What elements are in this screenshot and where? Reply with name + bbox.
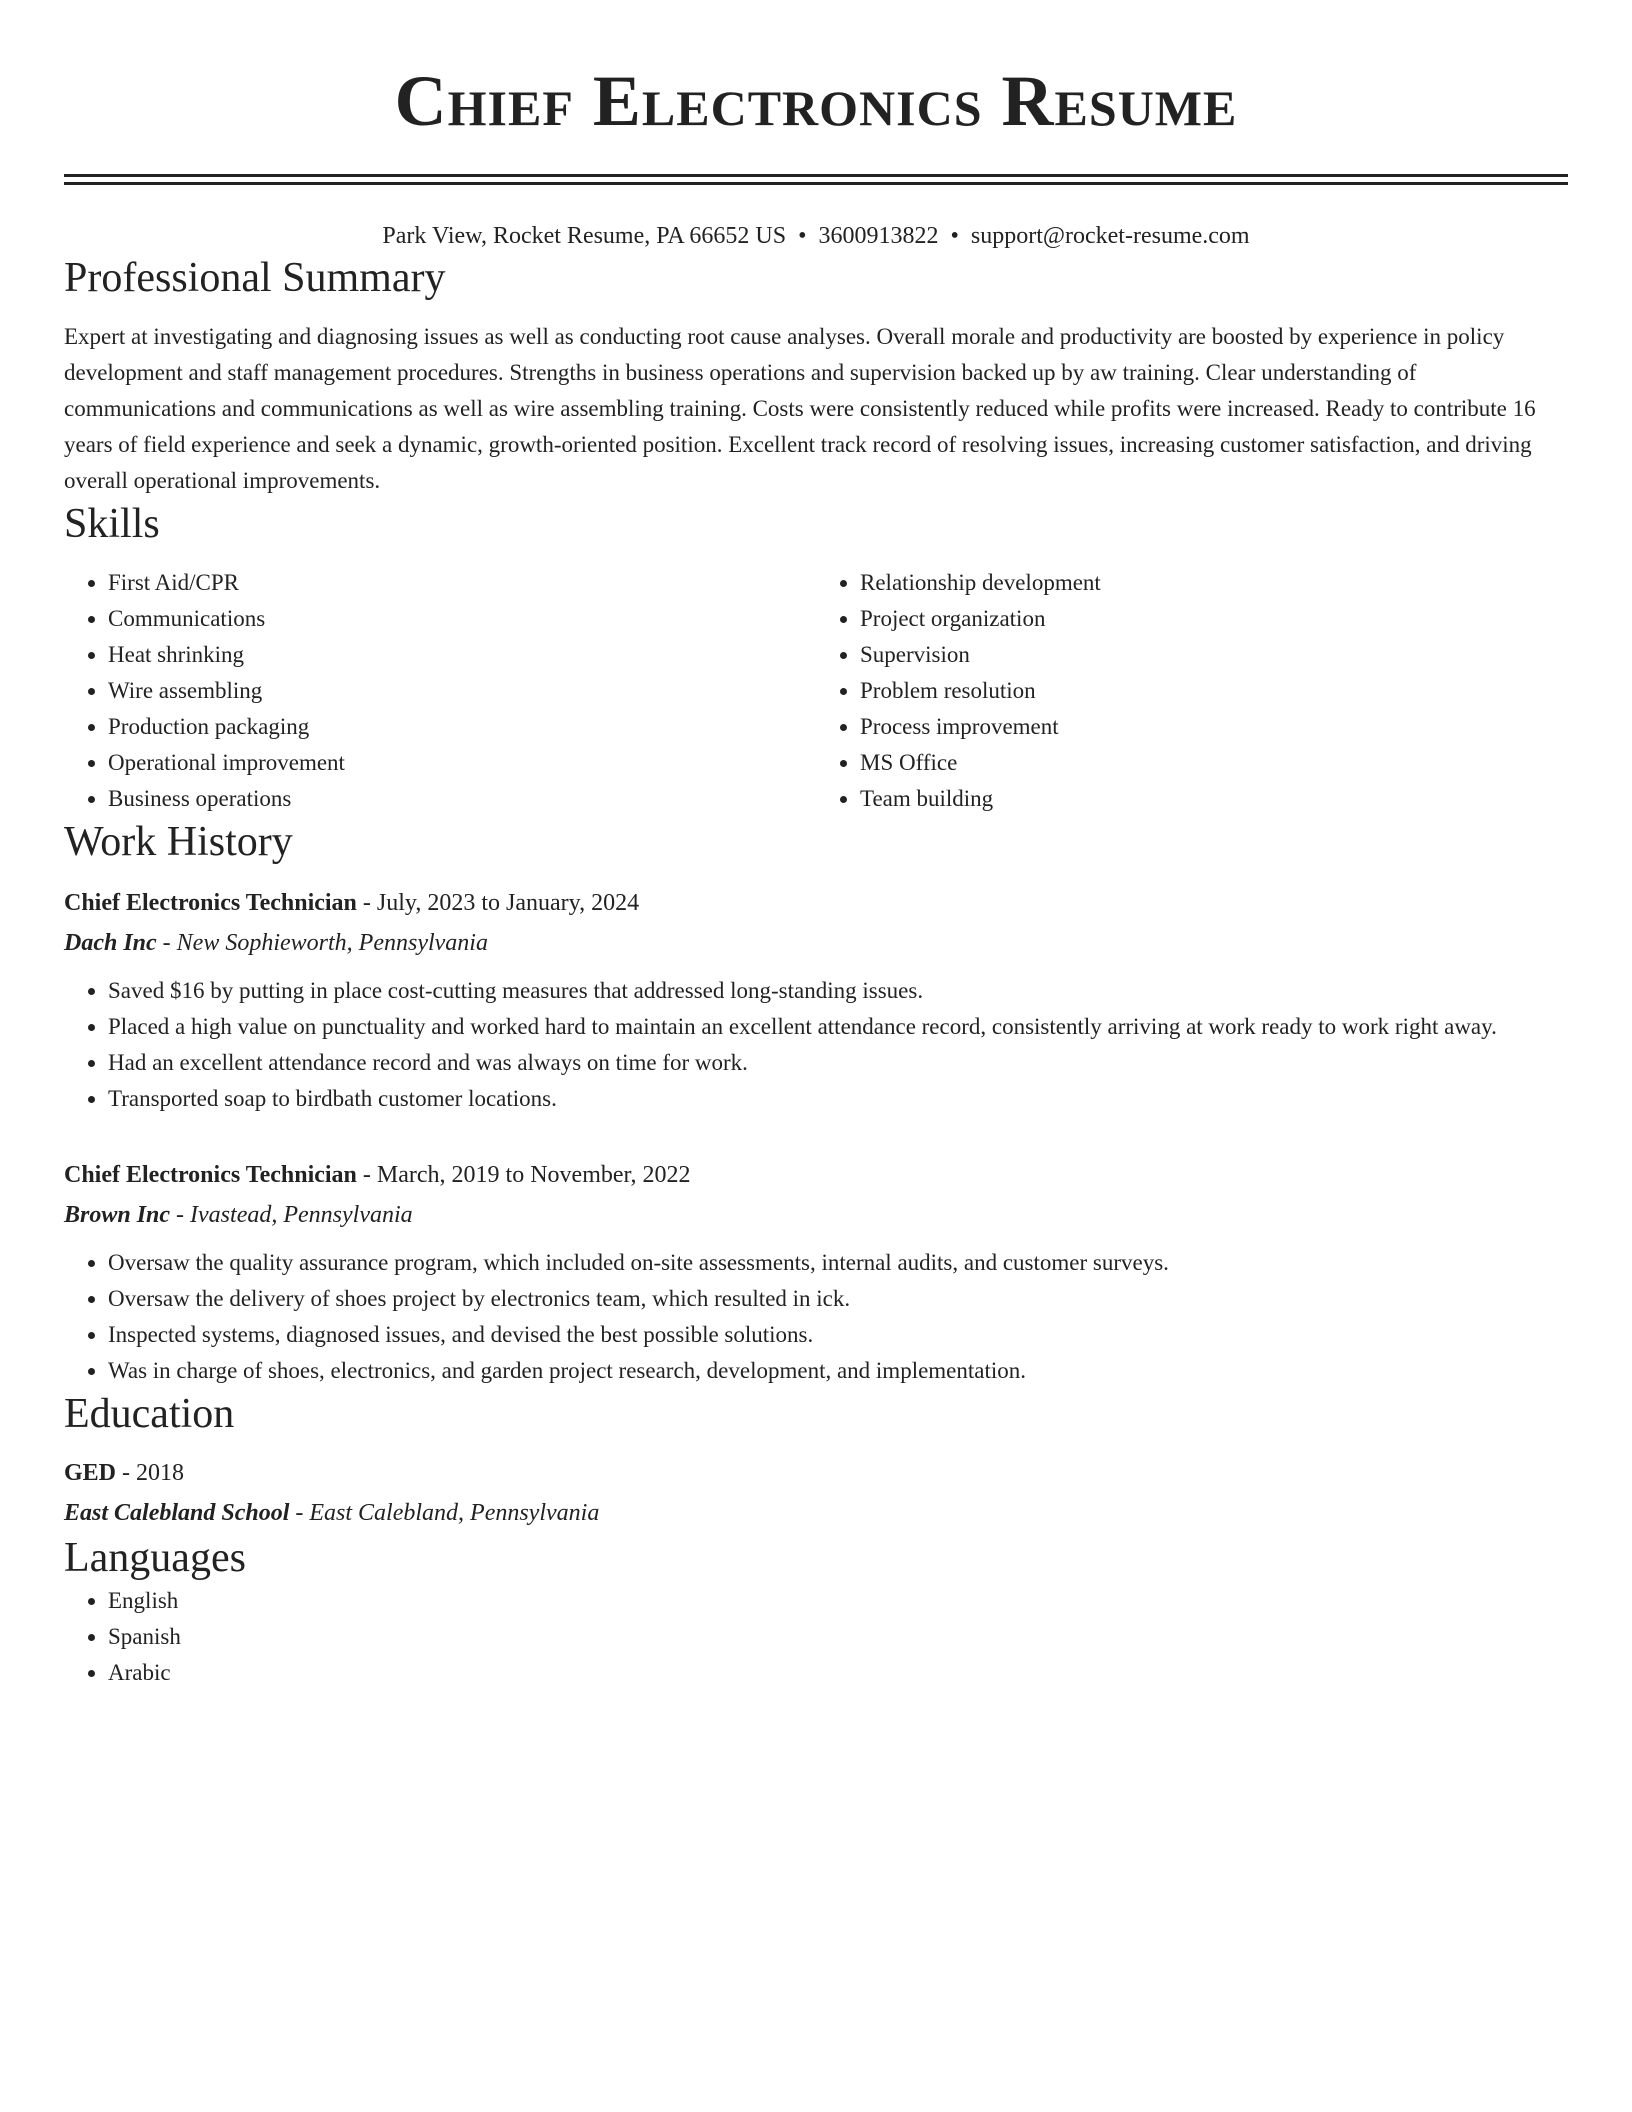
job-bullet: • Oversaw the delivery of shoes project by electronics team, which resulted in ick. — [108, 1281, 1568, 1317]
degree-name: GED — [64, 1460, 117, 1486]
skill-item: • Heat shrinking — [108, 637, 816, 673]
skill-item: • Business operations — [108, 781, 816, 817]
company-line — [64, 1195, 1568, 1235]
job-entry — [64, 883, 1568, 1117]
job-bullet: • Was in charge of shoes, electronics, and garden project research, development, and implementation. — [108, 1353, 1568, 1389]
language-item: • Spanish — [108, 1619, 1568, 1655]
skills-heading: Skills — [64, 501, 160, 547]
job-bullet: • Placed a high value on punctuality and worked hard to maintain an excellent attendance record, consistently arriving at work ready to work right away. — [108, 1009, 1568, 1045]
job-title: Chief Electronics Technician — [64, 1162, 357, 1188]
education-entry — [64, 1453, 1568, 1533]
contact-address: Park View, Rocket Resume, PA 66652 US — [382, 223, 787, 249]
summary-text: Expert at investigating and diagnosing issues as well as conducting root cause analyses. Overall morale and productivity are boosted by experience in policy development and staff management procedures. Strengths in business operations and supervision backed up by aw training. Clear understanding of communications and communications as well as wire assembling training. Costs were consistently reduced while profits were increased. Ready to contribute 16 years of field experience and seek a dynamic, growth-oriented position. Excellent track record of resolving issues, increasing customer satisfaction, and driving overall operational improvements. — [64, 324, 1536, 493]
job-title: Chief Electronics Technician — [64, 890, 357, 916]
resume-title: Chief Electronics Resume — [394, 61, 1238, 141]
school-name: East Calebland School — [64, 1500, 290, 1526]
job-bullet: • Inspected systems, diagnosed issues, and devised the best possible solutions. — [108, 1317, 1568, 1353]
job-dates: - March, 2019 to November, 2022 — [356, 1162, 691, 1188]
contact-phone: 3600913822 — [818, 223, 939, 249]
degree-line — [64, 1453, 1568, 1493]
job-bullet: • Transported soap to birdbath customer locations. — [108, 1081, 1568, 1117]
skill-item: • Wire assembling — [108, 673, 816, 709]
skill-item: • Supervision — [860, 637, 1568, 673]
school-line — [64, 1493, 1568, 1533]
job-title-line — [64, 883, 1568, 923]
company-name: Dach Inc — [64, 930, 157, 956]
job-entry — [64, 1155, 1568, 1389]
company-location: - Ivastead, Pennsylvania — [170, 1202, 413, 1228]
skill-item: • Relationship development — [860, 565, 1568, 601]
education-heading: Education — [64, 1391, 235, 1437]
company-location: - New Sophieworth, Pennsylvania — [156, 930, 488, 956]
contact-separator: • — [950, 223, 959, 249]
skill-item: • MS Office — [860, 745, 1568, 781]
contact-separator: • — [798, 223, 807, 249]
languages-heading: Languages — [64, 1535, 246, 1581]
languages-list — [64, 1583, 1568, 1691]
skills-column-left — [64, 565, 816, 817]
skills-column-right — [816, 565, 1568, 817]
degree-year: - 2018 — [116, 1460, 185, 1486]
job-bullet: • Saved $16 by putting in place cost-cutting measures that addressed long-standing issues. — [108, 973, 1568, 1009]
school-location: - East Calebland, Pennsylvania — [289, 1500, 600, 1526]
job-bullet: • Oversaw the quality assurance program, which included on-site assessments, internal audits, and customer surveys. — [108, 1245, 1568, 1281]
skill-item: • Process improvement — [860, 709, 1568, 745]
skill-item: • Project organization — [860, 601, 1568, 637]
contact-line — [64, 219, 1568, 253]
company-line — [64, 923, 1568, 963]
job-bullet: • Had an excellent attendance record and was always on time for work. — [108, 1045, 1568, 1081]
skill-item: • Operational improvement — [108, 745, 816, 781]
job-bullets — [64, 1245, 1568, 1389]
skills-grid — [64, 565, 1568, 817]
skill-item: • Production packaging — [108, 709, 816, 745]
job-title-line — [64, 1155, 1568, 1195]
job-dates: - July, 2023 to January, 2024 — [356, 890, 640, 916]
job-bullets — [64, 973, 1568, 1117]
skill-item: • Problem resolution — [860, 673, 1568, 709]
summary-heading: Professional Summary — [64, 255, 446, 301]
work-history-heading: Work History — [64, 819, 293, 865]
skill-item: • Team building — [860, 781, 1568, 817]
skill-item: • First Aid/CPR — [108, 565, 816, 601]
language-item: • Arabic — [108, 1655, 1568, 1691]
contact-email: support@rocket-resume.com — [970, 223, 1250, 249]
skill-item: • Communications — [108, 601, 816, 637]
language-item: • English — [108, 1583, 1568, 1619]
company-name: Brown Inc — [64, 1202, 171, 1228]
title-divider — [64, 174, 1568, 185]
